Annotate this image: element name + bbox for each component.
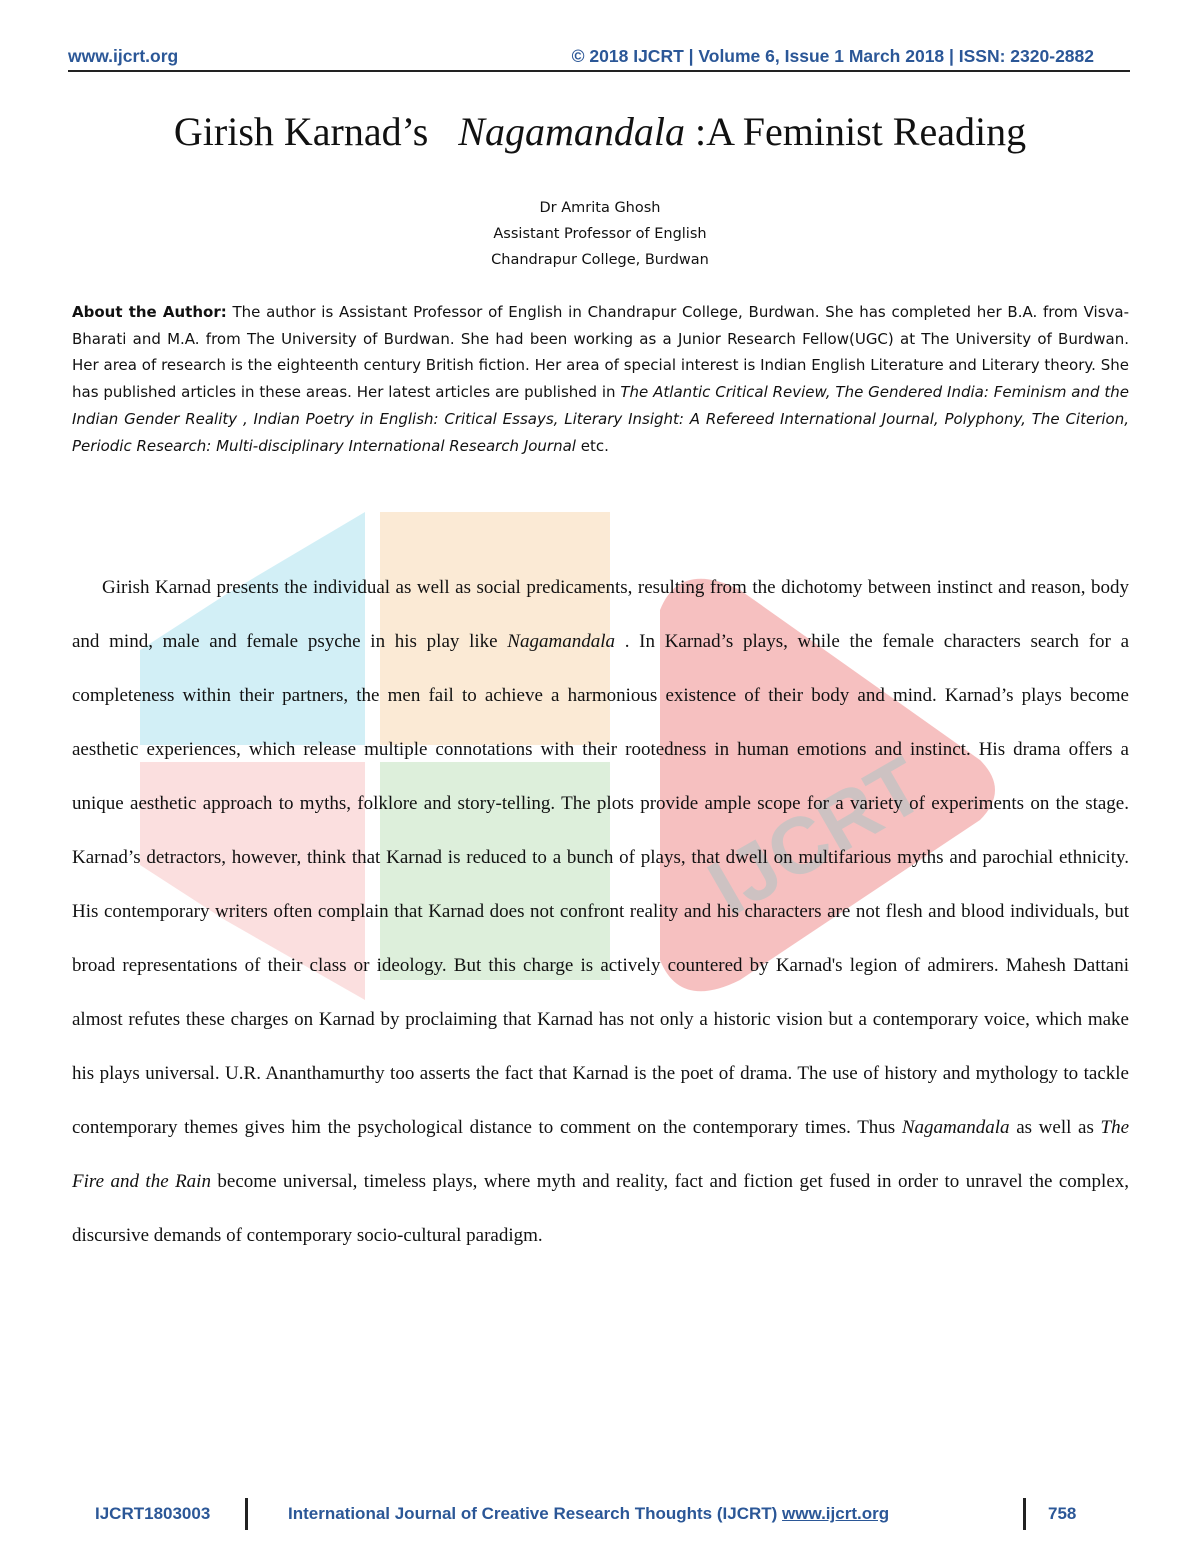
footer-journal [288, 1504, 889, 1524]
author-affiliation: Chandrapur College, Burdwan [491, 252, 709, 268]
about-etc: etc. [580, 436, 609, 455]
author-block [0, 195, 1200, 273]
watermark-logo-text: IJCRT [693, 739, 939, 933]
body-text-run: . In Karnad’s plays, while the female characters search for a completeness within their partners, the men fail to achieve a harmonious existence of their body and mind. Karnad’s plays become aesthetic experiences, which release multiple connotations with their rootedness in human emotions and instinct. His drama offers a unique aesthetic approach to myths, folklore and story-telling. The plots provide ample scope for a variety of experiments on the stage. Karnad’s detractors, however, think that Karnad is reduced to a bunch of plays, that dwell on multifarious myths and parochial ethnicity. His contemporary writers often complain that Karnad does not confront reality and his characters are not flesh and blood individuals, but broad representations of their class or ideology. But this charge is actively countered by Karnad's legion of admirers. Mahesh Dattani almost refutes these charges on Karnad by proclaiming that Karnad has not only a historic vision but a contemporary voice, which make his plays universal. U.R. Ananthamurthy too asserts the fact that Karnad is the poet of drama. The use of history and mythology to tackle contemporary themes gives him the psychological distance to comment on the contemporary times. Thus [72, 631, 1130, 1138]
footer-divider [1023, 1498, 1026, 1530]
body-italic-title: Nagamandala [901, 1117, 1010, 1138]
body-text-run: become universal, timeless plays, where myth and reality, fact and fiction get fused in order to unravel the complex, discursive demands of contemporary socio-cultural paradigm. [72, 1171, 1129, 1246]
header-site-link[interactable]: www.ijcrt.org [68, 46, 179, 66]
paper-title [0, 108, 1200, 155]
page-number: 758 [1048, 1504, 1077, 1523]
body-text-run: as well as [1016, 1117, 1094, 1138]
about-publications: The Atlantic Critical Review, The Gendered India: Feminism and the Indian Gender Reality , Indian Poetry in English: Critical Essays, Literary Insight: A Refereed International Journal, Polyphony, The Citerion, Periodic Research: Multi-disciplinary International Research Journal [72, 383, 1129, 455]
page-footer [90, 1498, 1130, 1534]
footer-article-id: IJCRT1803003 [95, 1504, 211, 1523]
about-the-author [72, 299, 1129, 459]
footer-journal-name: International Journal of Creative Research Thoughts (IJCRT) [288, 1504, 778, 1523]
body-italic-title: The Fire and the Rain [72, 1117, 1130, 1192]
title-prefix: Girish Karnad’s [173, 109, 429, 154]
body-italic-title: Nagamandala [507, 631, 615, 652]
author-name: Dr Amrita Ghosh [539, 200, 661, 216]
page-header [68, 44, 1130, 70]
header-rule [68, 70, 1130, 72]
title-italic-work: Nagamandala [458, 109, 685, 154]
about-text: The author is Assistant Professor of English in Chandrapur College, Burdwan. She has completed her B.A. from Visva-Bharati and M.A. from The University of Burdwan. She had been working as a Junior Research Fellow(UGC) at The University of Burdwan. Her area of research is the eighteenth century British fiction. Her area of special interest is Indian English Literature and Literary theory. She has published articles in these areas. Her latest articles are published in [72, 303, 1129, 402]
footer-site-link[interactable]: www.ijcrt.org [782, 1504, 890, 1523]
body-paragraph [72, 561, 1129, 1263]
footer-divider [245, 1498, 248, 1530]
about-label: About the Author: [72, 303, 227, 321]
header-issue-info: © 2018 IJCRT | Volume 6, Issue 1 March 2018 | ISSN: 2320-2882 [571, 46, 1094, 66]
body-text-run: Girish Karnad presents the individual as well as social predicaments, resulting from the dichotomy between instinct and reason, body and mind, male and female psyche in his play like [72, 577, 1129, 652]
title-suffix: :A Feminist Reading [694, 109, 1027, 154]
author-position: Assistant Professor of English [493, 226, 707, 242]
